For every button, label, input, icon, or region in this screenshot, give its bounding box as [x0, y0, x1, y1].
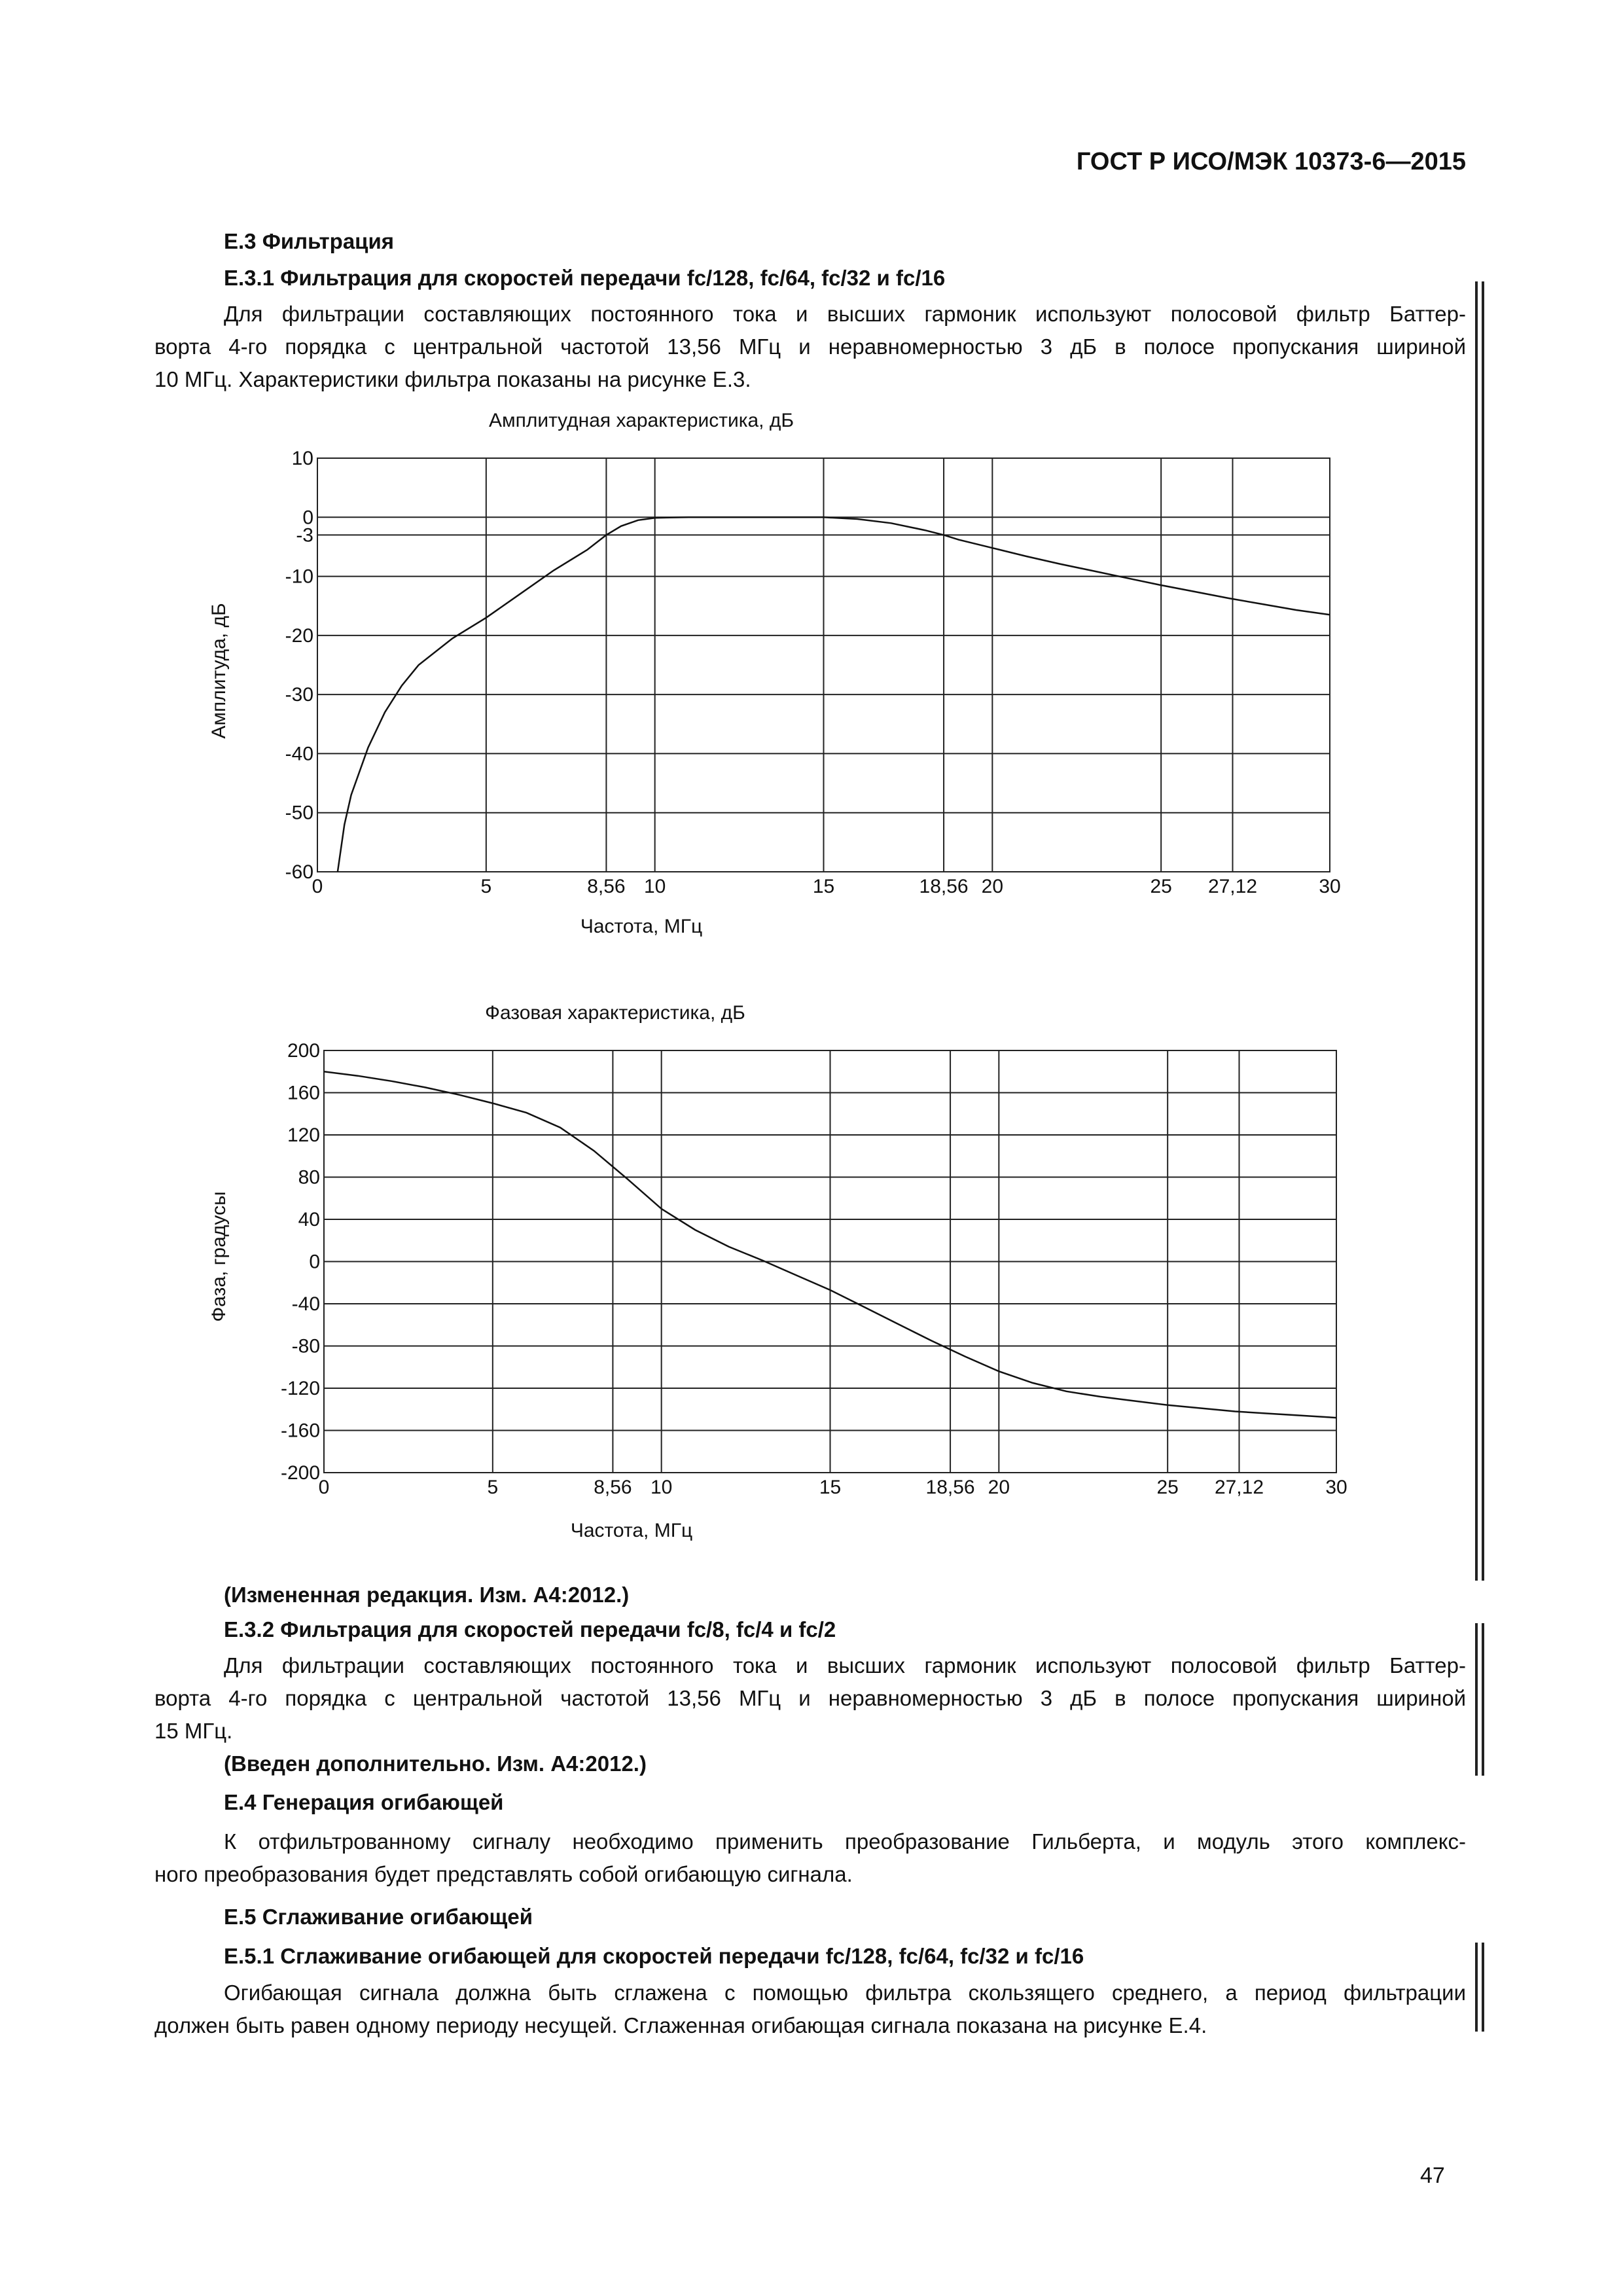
phase-chart	[196, 988, 1348, 1545]
chart-title: Амплитудная характеристика, дБ	[488, 410, 794, 431]
y-tick-label: -160	[280, 1420, 320, 1442]
y-tick-label: -10	[285, 565, 313, 588]
change-bar	[1475, 1943, 1478, 2032]
y-tick-label: 0	[309, 1251, 320, 1273]
y-axis-title: Фаза, градусы	[208, 1191, 230, 1322]
x-tick-label: 25	[1150, 876, 1172, 897]
y-tick-label: 0	[302, 507, 313, 529]
x-tick-label: 20	[988, 1477, 1010, 1498]
change-bar	[1482, 1943, 1484, 2032]
page-number: 47	[1420, 2163, 1445, 2188]
x-tick-label: 10	[650, 1477, 673, 1498]
x-tick-label: 30	[1325, 1477, 1347, 1498]
x-tick-label: 18,56	[919, 876, 969, 897]
section-e5-title: Е.5 Сглаживание огибающей	[224, 1905, 533, 1929]
x-tick-label: 20	[981, 876, 1004, 897]
y-tick-label: 40	[298, 1209, 320, 1230]
section-e32-title: Е.3.2 Фильтрация для скоростей передачи fc/8, fc/4 и fc/2	[224, 1617, 836, 1641]
x-tick-label: 10	[643, 876, 666, 897]
e31-text-line-1: Для фильтрации составляющих постоянного тока и высших гармоник используют полосовой фильтр Баттер-	[224, 302, 1466, 326]
y-tick-label: 200	[287, 1040, 320, 1062]
x-tick-label: 0	[312, 876, 323, 897]
y-tick-label: -40	[285, 743, 313, 765]
e51-text-line-1: Огибающая сигнала должна быть сглажена с помощью фильтра скользящего среднего, а период фильтрации	[224, 1981, 1466, 2005]
y-tick-label: -200	[280, 1462, 320, 1484]
section-e3-title: Е.3 Фильтрация	[224, 229, 395, 253]
y-tick-label: 120	[287, 1124, 320, 1146]
e51-text-line-2: должен быть равен одному периоду несущей. Сглаженная огибающая сигнала показана на рисунке Е.4.	[154, 2013, 1207, 2037]
x-tick-label: 0	[318, 1477, 330, 1498]
y-tick-label: -3	[296, 524, 313, 547]
y-tick-label: -20	[285, 624, 313, 647]
document-header: ГОСТ Р ИСО/МЭК 10373-6—2015	[1076, 148, 1466, 175]
x-axis-title: Частота, МГц	[580, 916, 703, 937]
amplitude-chart	[196, 399, 1348, 942]
x-axis-title: Частота, МГц	[570, 1520, 693, 1541]
x-tick-label: 5	[487, 1477, 499, 1498]
x-tick-label: 8,56	[587, 876, 626, 897]
change-bar	[1482, 281, 1484, 1581]
y-tick-label: -40	[291, 1293, 320, 1315]
chart-title: Фазовая характеристика, дБ	[485, 1002, 745, 1024]
x-tick-label: 27,12	[1207, 876, 1258, 897]
y-tick-label: -50	[285, 802, 313, 824]
y-tick-label: -60	[285, 861, 313, 883]
e32-text-line-1: Для фильтрации составляющих постоянного тока и высших гармоник используют полосовой фильтр Баттер-	[224, 1653, 1466, 1677]
e32-text-line-3: 15 МГц.	[154, 1719, 233, 1743]
e31-text-line-2: ворта 4-го порядка с центральной частотой 13,56 МГц и неравномерностью 3 дБ в полосе пропускания шириной	[154, 334, 1466, 359]
x-tick-label: 8,56	[594, 1477, 632, 1498]
e31-text-line-3: 10 МГц. Характеристики фильтра показаны на рисунке Е.3.	[154, 367, 751, 391]
x-tick-label: 15	[819, 1477, 842, 1498]
y-tick-label: 10	[291, 448, 313, 469]
y-axis-title: Амплитуда, дБ	[208, 603, 230, 739]
section-e51-title: Е.5.1 Сглаживание огибающей для скоростей передачи fc/128, fc/64, fc/32 и fc/16	[224, 1944, 1084, 1968]
y-tick-label: 80	[298, 1166, 320, 1189]
x-tick-label: 18,56	[925, 1477, 975, 1498]
y-tick-label: -30	[285, 684, 313, 706]
x-tick-label: 27,12	[1214, 1477, 1264, 1498]
section-e4-title: Е.4 Генерация огибающей	[224, 1790, 504, 1814]
y-tick-label: -120	[280, 1378, 320, 1399]
e32-text-line-2: ворта 4-го порядка с центральной частотой 13,56 МГц и неравномерностью 3 дБ в полосе пропускания шириной	[154, 1686, 1466, 1710]
y-tick-label: -80	[291, 1335, 320, 1357]
e4-text-line-1: К отфильтрованному сигналу необходимо применить преобразование Гильберта, и модуль этого комплекс-	[224, 1829, 1466, 1854]
e4-text-line-2: ного преобразования будет представлять собой огибающую сигнала.	[154, 1862, 853, 1886]
x-tick-label: 15	[812, 876, 835, 897]
x-tick-label: 30	[1319, 876, 1341, 897]
x-tick-label: 25	[1156, 1477, 1179, 1498]
y-tick-label: 160	[287, 1082, 320, 1104]
x-tick-label: 5	[480, 876, 492, 897]
section-e31-title: Е.3.1 Фильтрация для скоростей передачи fc/128, fc/64, fc/32 и fc/16	[224, 266, 946, 290]
amendment-note-2: (Введен дополнительно. Изм. А4:2012.)	[224, 1751, 647, 1776]
change-bar	[1475, 1623, 1478, 1776]
change-bar	[1482, 1623, 1484, 1776]
amendment-note-1: (Измененная редакция. Изм. А4:2012.)	[224, 1583, 630, 1607]
change-bar	[1475, 281, 1478, 1581]
